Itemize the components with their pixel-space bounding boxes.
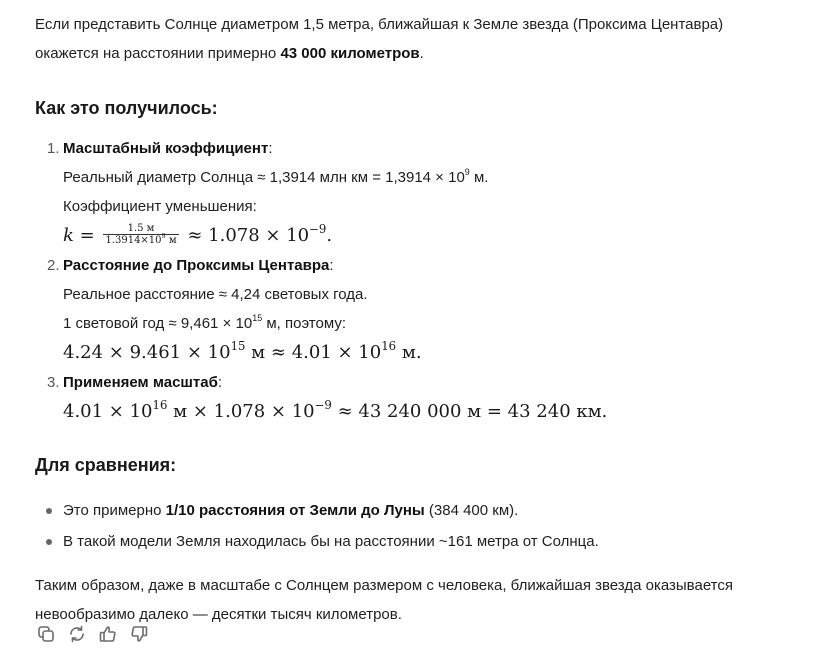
colon: : [329,257,334,274]
colon: : [217,374,223,391]
step-title-line [63,251,784,280]
compare-heading: Для сравнения: [35,455,177,475]
item-text: В такой модели Земля находилась бы на расстоянии ~161 метра от Солнца. [63,533,599,550]
unit-text: м [165,234,177,246]
formula-real-distance [63,338,784,368]
steps-list [35,134,784,427]
fraction-denominator [103,231,178,246]
unit-text: м, поэтому: [262,315,346,332]
formula-lhs: k = [63,225,101,246]
regenerate-icon [67,624,87,644]
step-text: Коэффициент уменьшения: [63,198,257,215]
step-title: Применяем масштаб [63,374,218,391]
copy-icon [36,624,56,644]
exponent: 9 [161,231,166,240]
thumbs-down-button[interactable] [128,623,150,645]
step-text: Реальное расстояние ≈ 4,24 световых года. [63,286,368,303]
step-title-line [63,368,784,397]
step-text: Реальный диаметр Солнца ≈ 1,3914 млн км = 1,3914 × 10 [63,169,465,186]
how-heading: Как это получилось: [35,98,218,118]
unit-text: м. [469,169,489,186]
formula-part: м × 1.078 × 10 [167,401,315,422]
intro-end: . [419,45,424,62]
step-number: 3. [47,374,60,391]
exponent: 9 [464,167,470,178]
colon: : [268,140,273,157]
message-actions [35,623,150,645]
step-title-line [63,134,784,163]
thumbs-up-button[interactable] [97,623,119,645]
exponent: 15 [230,338,246,353]
regenerate-button[interactable] [66,623,88,645]
step-number: 2. [47,257,60,274]
formula-part: м. [396,342,422,363]
item-text-end: (384 400 км). [424,502,519,519]
list-item [63,495,784,526]
step-text-line [63,309,784,338]
exponent: 15 [252,313,263,324]
intro-text: Если представить Солнце диаметром 1,5 метра, ближайшая к Земле звезда (Проксима Центавра) окажется на расстоянии примерно [35,16,724,62]
thumbs-up-icon [98,624,118,644]
step-3 [47,368,784,427]
item-text: Это примерно [63,502,166,519]
step-text-line [63,192,784,221]
list-item [63,526,784,557]
compare-list [35,495,784,557]
formula-scaled-distance [63,397,784,427]
copy-button[interactable] [35,623,57,645]
intro-bold-result: 43 000 километров [280,45,420,62]
step-text: 1 световой год ≈ 9,461 × 10 [63,315,253,332]
thumbs-down-icon [129,624,149,644]
step-title: Расстояние до Проксимы Центавра [63,257,330,274]
exponent: 16 [152,397,168,412]
denominator-base: 1.3914×10 [105,234,162,246]
formula-part: м ≈ 4.01 × 10 [245,342,382,363]
fraction-numerator: 1.5 м [127,222,155,234]
step-title: Масштабный коэффициент [63,140,269,157]
formula-part: 4.01 × 10 [63,401,153,422]
formula-scale-factor [63,221,784,251]
intro-paragraph [35,0,784,68]
formula-rhs: ≈ 1.078 × 10 [181,225,310,246]
exponent: 16 [381,338,397,353]
step-2 [47,251,784,368]
formula-end: . [326,225,333,246]
step-text-line [63,280,784,309]
step-1 [47,134,784,251]
exponent: −9 [309,221,327,236]
fraction [103,223,178,246]
exponent: −9 [314,397,332,412]
step-text-line [63,163,784,192]
formula-part: 4.24 × 9.461 × 10 [63,342,231,363]
outro-paragraph: Таким образом, даже в масштабе с Солнцем размером с человека, ближайшая звезда оказывается невообразимо далеко — десятки тысяч километров. [35,577,733,623]
formula-part: ≈ 43 240 000 м = 43 240 км. [331,401,608,422]
item-bold: 1/10 расстояния от Земли до Луны [165,502,425,519]
step-number: 1. [47,140,60,157]
